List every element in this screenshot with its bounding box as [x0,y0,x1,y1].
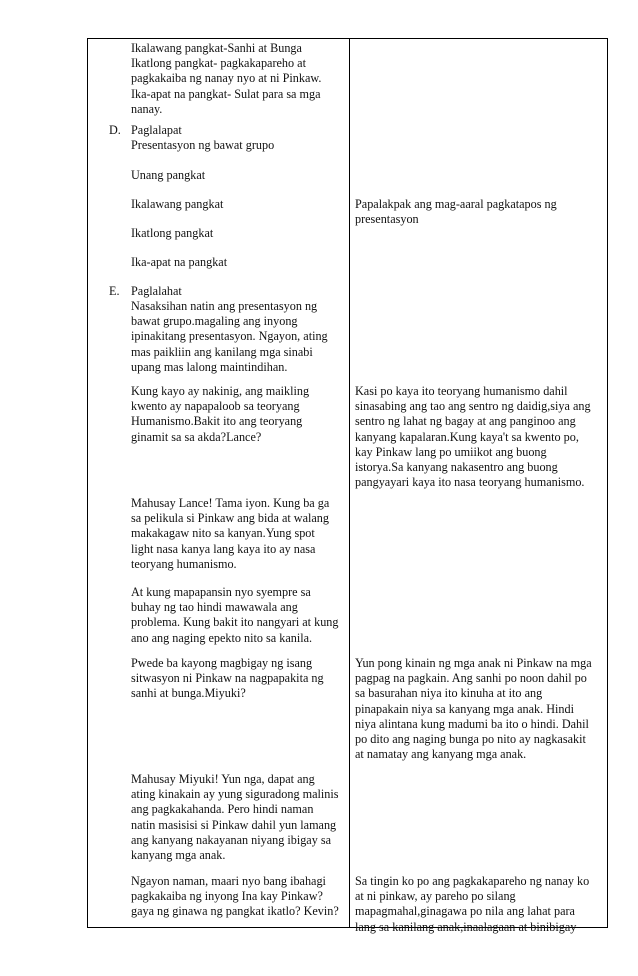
student-answer-line: pangyayari kaya ito nasa teoryang humanismo. [355,475,585,490]
teacher-question-line: gaya ng ginawa ng pangkat ikatlo? Kevin? [131,904,339,919]
teacher-line: ano ang naging epekto nito sa kanila. [131,630,313,645]
column-divider [349,39,350,927]
teacher-question-line: sanhi at bunga.Miyuki? [131,686,246,701]
teacher-line: At kung mapapansin nyo syempre sa [131,585,311,599]
top-group-line: nanay. [131,101,163,116]
section-label-d: D. [109,123,121,137]
top-group-line: Ikatlong pangkat- pagkakapareho at [131,56,306,71]
section-label-e: E. [109,284,120,298]
teacher-line: ipinakitang presentasyon. Ngayon, ating [131,329,328,344]
student-answer-line: sinasabing ang tao ang sentro ng daidig,siya ang [355,399,591,414]
teacher-line: makakagaw nito sa kanyan.Yung spot [131,526,315,541]
teacher-line: bawat grupo.magaling ang inyong [131,314,298,329]
teacher-line: problema. Kung bakit ito nangyari at kung [131,615,339,630]
student-answer-line: istorya.Sa kanyang nakasentro ang buong [355,460,558,474]
student-answer-line: po dito ang naging bunga po nito ay nagkasakit [355,732,586,746]
group-item: Ika-apat na pangkat [131,255,228,269]
teacher-question-line: Kung kayo ay nakinig, ang maikling [131,384,310,398]
student-response-line: Papalakpak ang mag-aaral pagkatapos ng [355,197,557,211]
student-answer-line: kay Pinkaw lang po umiikot ang buong [355,444,547,459]
group-item: Unang pangkat [131,168,206,182]
teacher-line: light nasa kanya lang kaya ito ay nasa [131,541,316,556]
student-answer-line: Yun pong kinain ng mga anak ni Pinkaw na mga [355,656,592,670]
student-answer-line: sa basurahan niya ito kinuha at ito ang [355,686,543,701]
student-answer-line: kanyang kapalaran.Kung kaya't sa kwento po, [355,429,579,444]
teacher-question-line: ginamit sa sa akda?Lance? [131,429,262,444]
student-answer-line: niya alintana kung madumi ba ito o hindi. Dahil [355,716,589,731]
student-answer-line: pagpag na pagkain. Ang sanhi po noon dahil po [355,671,587,686]
teacher-question-line: Pwede ba kayong magbigay ng isang [131,656,313,670]
student-answer-line: Kasi po kaya ito teoryang humanismo dahil [355,384,568,398]
teacher-line: sa pelikula si Pinkaw ang bida at walang [131,511,329,526]
teacher-line: ang pagkakahanda. Pero hindi naman [131,802,314,817]
teacher-line: mas paikliin ang kanilang mga sinabi [131,344,313,359]
teacher-question-line: kwento ay napapaloob sa teoryang [131,399,300,414]
student-answer-line: at ni pinkaw, ay pareho po silang [355,889,516,904]
teacher-question-line: sitwasyon ni Pinkaw na nagpapakita ng [131,671,324,686]
teacher-line: upang mas lalong maintindihan. [131,359,288,374]
student-response-line: presentasyon [355,212,419,227]
top-group-line: Ika-apat na pangkat- Sulat para sa mga [131,86,321,101]
top-group-line: pagkakaiba ng nanay nyo at ni Pinkaw. [131,71,322,86]
teacher-line: Nasaksihan natin ang presentasyon ng [131,299,318,313]
teacher-line: Mahusay Lance! Tama iyon. Kung ba ga [131,496,330,510]
student-answer-line: Sa tingin ko po ang pagkakapareho ng nanay ko [355,874,590,888]
teacher-line: buhay ng tao hindi mawawala ang [131,600,298,615]
teacher-line: teoryang humanismo. [131,556,237,571]
lesson-plan-table [87,38,608,934]
teacher-line: Mahusay Miyuki! Yun nga, dapat ang [131,772,315,786]
group-item: Ikalawang pangkat [131,197,224,211]
teacher-line: ang kanyang nakayanan niyang ibigay sa [131,832,332,847]
teacher-line: kanyang mga anak. [131,848,226,862]
student-answer-line: lang sa kanilang anak,inaalagaan at binibigay [355,919,577,934]
section-subtitle-d: Presentasyon ng bawat grupo [131,138,275,152]
section-title-d: Paglalapat [131,123,182,137]
student-answer-line: pinapakain niya sa kanyang mga anak. Hindi [355,701,574,716]
teacher-question-line: Ngayon naman, maari nyo bang ibahagi [131,874,326,888]
top-group-line: Ikalawang pangkat-Sanhi at Bunga [131,41,302,55]
section-title-e: Paglalahat [131,284,182,298]
student-answer-line: mapagmahal,ginagawa po nila ang lahat para [355,904,575,919]
group-item: Ikatlong pangkat [131,226,214,240]
teacher-line: natin masisisi si Pinkaw dahil yun lamang [131,817,337,832]
teacher-question-line: Humanismo.Bakit ito ang teoryang [131,414,303,429]
student-answer-line: sentro ng lahat ng bagay at ang panginoo ang [355,414,576,429]
teacher-line: ating kinakain ay yung siguradong malinis [131,787,339,802]
student-answer-line: at namatay ang kanyang mga anak. [355,747,527,762]
teacher-question-line: pagkakaiba ng inyong Ina kay Pinkaw? [131,889,323,904]
